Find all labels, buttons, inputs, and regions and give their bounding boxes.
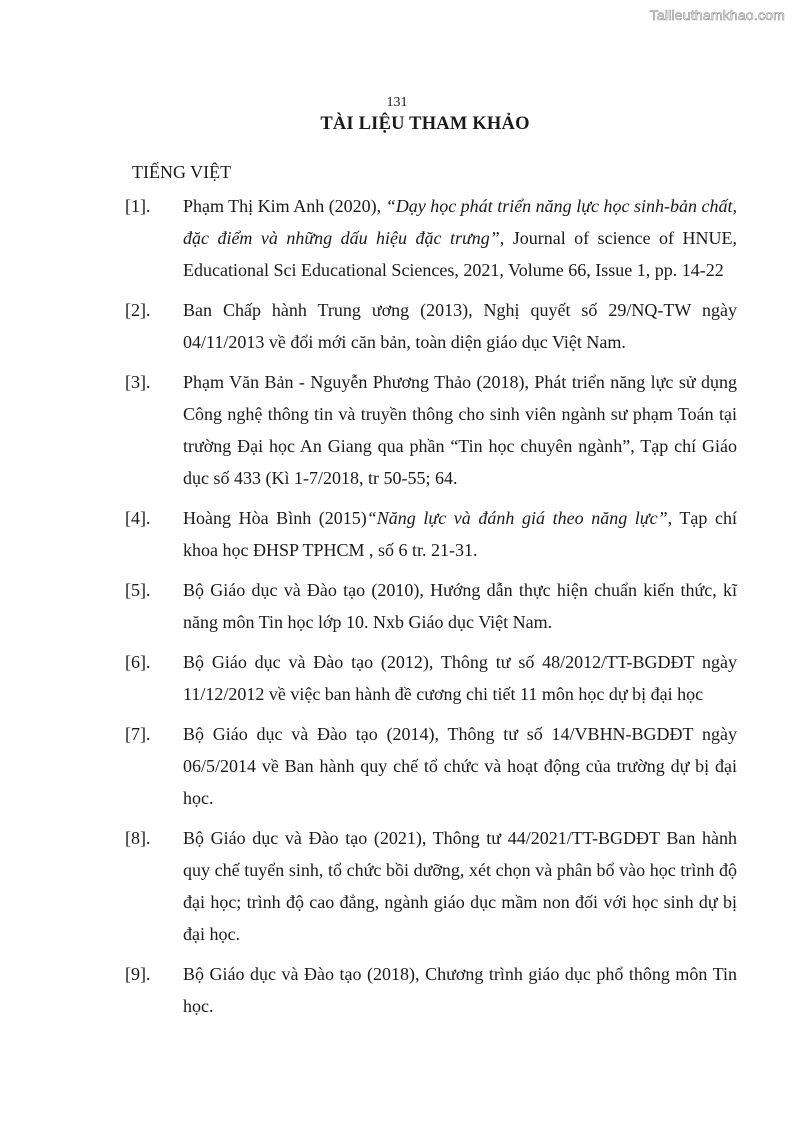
reference-item [125, 502, 737, 566]
reference-item [125, 190, 737, 286]
reference-number: [7]. [125, 724, 151, 744]
reference-text-part: Bộ Giáo dục và Đào tạo (2010), Hướng dẫn thực hiện chuẩn kiến thức, kĩ năng môn Tin học lớp 10. Nxb Giáo dục Việt Nam. [183, 580, 737, 632]
reference-number: [2]. [125, 300, 151, 320]
reference-number: [5]. [125, 580, 151, 600]
page-title: TÀI LIỆU THAM KHẢO [320, 114, 530, 134]
reference-text [183, 958, 737, 1022]
reference-text [183, 502, 737, 566]
reference-item [125, 574, 737, 638]
reference-text [183, 646, 737, 710]
reference-text [183, 718, 737, 814]
reference-number: [8]. [125, 828, 151, 848]
reference-text [183, 574, 737, 638]
reference-text [183, 366, 737, 494]
reference-item [125, 822, 737, 950]
reference-text-part: Bộ Giáo dục và Đào tạo (2012), Thông tư số 48/2012/TT-BGDĐT ngày 11/12/2012 về việc ban hành đề cương chi tiết 11 môn học dự bị đại học [183, 652, 737, 704]
reference-text-part: Ban Chấp hành Trung ương (2013), Nghị quyết số 29/NQ-TW ngày 04/11/2013 về đổi mới căn bản, toàn diện giáo dục Việt Nam. [183, 300, 737, 352]
reference-number: [6]. [125, 652, 151, 672]
reference-item [125, 958, 737, 1022]
page-number: 131 [386, 95, 408, 110]
reference-text-part: Bộ Giáo dục và Đào tạo (2014), Thông tư số 14/VBHN-BGDĐT ngày 06/5/2014 về Ban hành quy chế tổ chức và hoạt động của trường dự bị đại học. [183, 724, 737, 808]
reference-title-italic: “Dạy học phát triển năng lực học sinh-bản chất, đặc điểm và những dấu hiệu đặc trưng” [183, 196, 737, 248]
reference-text-part: Phạm Văn Bản - Nguyễn Phương Thảo (2018), Phát triển năng lực sử dụng Công nghệ thông tin và truyền thông cho sinh viên ngành sư phạm Toán tại trường Đại học An Giang qua phần “Tin học chuyên ngành”, Tạp chí Giáo dục số 433 (Kì 1-7/2018, tr 50-55; 64. [183, 372, 737, 488]
reference-text-part: Bộ Giáo dục và Đào tạo (2021), Thông tư 44/2021/TT-BGDĐT Ban hành quy chế tuyển sinh, tổ chức bồi dưỡng, xét chọn và phân bổ vào học trình độ đại học; trình độ cao đẳng, ngành giáo dục mầm non đối với học sinh dự bị đại học. [183, 828, 737, 944]
reference-item [125, 646, 737, 710]
reference-title-italic: “Năng lực và đánh giá theo năng lực” [366, 508, 668, 528]
reference-number: [9]. [125, 964, 151, 984]
reference-text-part: Bộ Giáo dục và Đào tạo (2018), Chương trình giáo dục phổ thông môn Tin học. [183, 964, 737, 1016]
reference-number: [4]. [125, 508, 151, 528]
section-heading: TIẾNG VIỆT [132, 162, 232, 182]
reference-text-part: Phạm Thị Kim Anh (2020), [183, 196, 386, 216]
reference-text-part: , Journal of science of HNUE, Educational Sci Educational Sciences, 2021, Volume 66, Issue 1, pp. 14-22 [183, 228, 737, 280]
reference-text [183, 822, 737, 950]
reference-item [125, 718, 737, 814]
watermark: Tailieuthamkhao.com [649, 7, 785, 23]
reference-text [183, 294, 737, 358]
reference-item [125, 366, 737, 494]
reference-list [125, 190, 737, 1030]
reference-number: [3]. [125, 372, 151, 392]
reference-item [125, 294, 737, 358]
reference-text [183, 190, 737, 286]
reference-text-part: Hoàng Hòa Bình (2015) [183, 508, 367, 528]
reference-text-part: , Tạp chí khoa học ĐHSP TPHCM , số 6 tr. 21-31. [183, 508, 737, 560]
reference-number: [1]. [125, 196, 151, 216]
